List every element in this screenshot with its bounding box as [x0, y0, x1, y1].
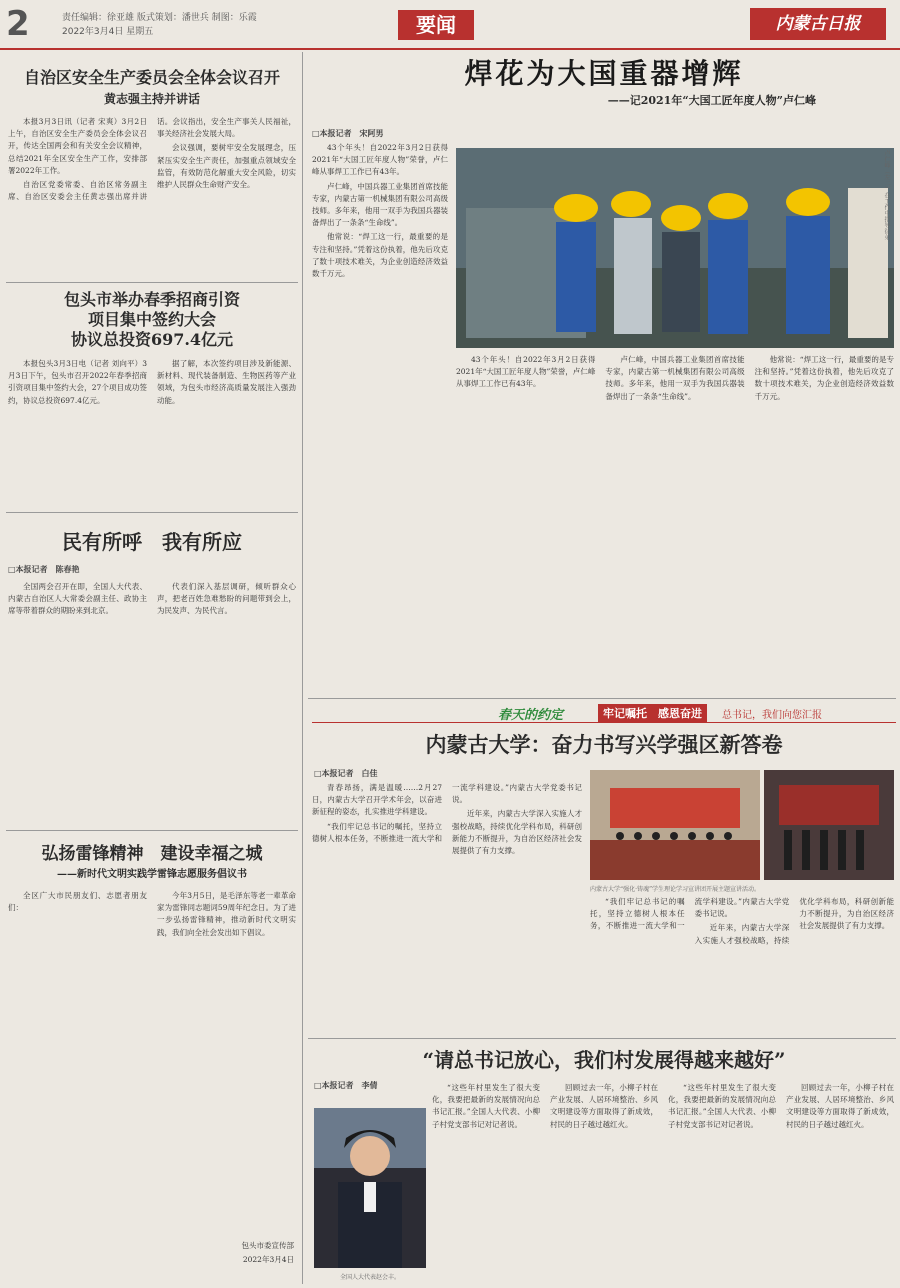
rule — [6, 282, 298, 283]
headline: 包头市举办春季招商引资 — [63, 290, 240, 309]
subheadline: ——新时代文明实践学雷锋志愿服务倡议书 — [57, 869, 247, 880]
rule — [308, 1038, 896, 1039]
byline: □本报记者 宋阿男 — [312, 129, 384, 138]
article-body: 全国两会召开在即，全国人大代表、内蒙古自治区人大常委会副主任、政协主席等带着群众的期盼来到北京。 代表们深入基层调研，倾听群众心声，把老百姓急难愁盼的问题带到会上，为民发声、为民代言。 — [8, 582, 296, 616]
byline: □本报记者 李倩 — [314, 1081, 378, 1090]
banner-slogan: 牢记嘱托 感恩奋进 — [598, 704, 707, 722]
series-banner — [312, 704, 896, 723]
banner-title: 春天的约定 — [498, 708, 564, 723]
article-body: 全区广大市民朋友们、志愿者朋友们： 今年3月5日，是毛泽东等老一辈革命家为雷锋同志题词59周年纪念日。为了进一步弘扬雷锋精神，推动新时代文明实践，我们向全社会发出如下倡议。 — [8, 891, 296, 937]
headline: 民有所呼 我有所应 — [62, 530, 242, 554]
banner-tagline: 总书记，我们向您汇报 — [722, 710, 822, 721]
article-leifeng-proposal — [8, 842, 296, 1264]
photo-caption: 内蒙古大学“强化·铸魂”学生理论学习宣讲团开展主题宣讲活动。 — [590, 886, 761, 893]
headline: 内蒙古大学：奋力书写兴学强区新答卷 — [425, 732, 783, 757]
article-body-right: “我们牢记总书记的嘱托，坚持立德树人根本任务，不断推进一流大学和一流学科建设。”内蒙古大学党委书记说。 近年来，内蒙古大学深入实施人才强校战略，持续优化学科布局，科研创新能力不断提升，为自治区经济社会发展提供了有力支撑。 — [590, 897, 894, 945]
article-body: 本报包头3月3日电（记者 刘向平）3月3日下午，包头市召开2022年春季招商引资项目集中签约大会，27个项目成功签约，协议总投资697.4亿元。 据了解，本次签约项目涉及新能源、新材料、现代装备制造、生物医药等产业领域，为包头市经济高质量发展注入强劲动能。 — [8, 359, 296, 405]
headline: 焊花为大国重器增辉 — [464, 57, 744, 90]
photo-caption: 全国人大代表赵会丰。 — [339, 1274, 400, 1281]
section-title: 要闻 — [398, 10, 474, 40]
date-line: 2022年3月4日 星期五 — [62, 27, 154, 37]
page-number: 2 — [6, 4, 30, 44]
deputy-photo — [314, 1108, 426, 1268]
article-body-cols: 43个年头！自2022年3月2日获得2021年“大国工匠年度人物”荣誉，卢仁峰从事焊工工作已有43年。 卢仁峰，中国兵器工业集团首席技能专家，内蒙古第一机械集团有限公司高级技师。多年来，他用一双手为我国兵器装备焊出了一条条“生命线”。 他常说：“焊工这一行，最重要的是专注和坚持。”凭着这份执着，他先后攻克了数十项技术难关，为企业创造经济效益数千万元。 — [456, 355, 894, 401]
article-people-call — [8, 522, 296, 831]
subheadline: ——记2021年“大国工匠年度人物”卢仁峰 — [607, 94, 816, 107]
article-welder — [312, 56, 896, 110]
article-safety-meeting — [8, 66, 296, 276]
page-header — [0, 0, 900, 50]
column-divider — [302, 52, 303, 1284]
article-village — [312, 1046, 896, 1074]
article-body-col1: 43个年头！自2022年3月2日获得2021年“大国工匠年度人物”荣誉，卢仁峰从事焊工工作已有43年。 卢仁峰，中国兵器工业集团首席技能专家，内蒙古第一机械集团有限公司高级技师。多年来，他用一双手为我国兵器装备焊出了一条条“生命线”。 他常说：“焊工这一行，最重要的是专注和坚持。”凭着这份执着，他先后攻克了数十项技术难关，为企业创造经济效益数千万元。 — [312, 143, 448, 279]
article-baotou-investment — [8, 290, 296, 498]
article-body-left: 青春昂扬，满是温暖……2月27日，内蒙古大学召开学术年会，以奋进新征程的姿态，扎实推进学科建设。 “我们牢记总书记的嘱托，坚持立德树人根本任务，不断推进一流大学和一流学科建设。”内蒙古大学党委书记说。 近年来，内蒙古大学深入实施人才强校战略，持续优化学科布局，科研创新能力不断提升，为自治区经济社会发展提供了有力支撑。 — [312, 783, 582, 856]
rule — [6, 512, 298, 513]
newspaper-logo: 内蒙古日报 — [750, 8, 886, 40]
subheadline: 黄志强主持并讲话 — [103, 92, 200, 106]
byline: □本报记者 白佳 — [314, 769, 378, 778]
photo-caption: 卢仁峰（左二）在工作中指导徒弟。 — [883, 150, 890, 246]
headline-line3: 协议总投资697.4亿元 — [70, 330, 234, 349]
byline: □本报记者 陈春艳 — [8, 565, 80, 574]
headline: 自治区安全生产委员会全体会议召开 — [23, 68, 280, 87]
editor-line: 责任编辑：徐亚雄 版式策划：潘世兵 制图：乐霞 — [62, 13, 257, 23]
article-body: 本报3月3日讯（记者 宋爽）3月2日上午，自治区安全生产委员会全体会议召开，传达全国两会和有关安全会议精神，总结2021年全区安全生产工作，安排部署2022年工作。 自治区党委常委、自治区常务副主席、自治区安委会主任黄志强出席并讲话。会议指出，安全生产事关人民福祉，事关经济社会发展大局。 会议强调，要树牢安全发展理念，压紧压实安全生产责任，加强重点领域安全监管，有效防范化解重大安全风险，切实维护人民群众生命财产安全。 — [8, 117, 296, 202]
article-body: “这些年村里发生了很大变化，我要把最新的发展情况向总书记汇报。”全国人大代表、小柳子村党支部书记对记者说。 回顾过去一年，小柳子村在产业发展、人居环境整治、乡风文明建设等方面取得了新成效，村民的日子越过越红火。 “这些年村里发生了很大变化，我要把最新的发展情况向总书记汇报。”全国人大代表、小柳子村党支部书记对记者说。 回顾过去一年，小柳子村在产业发展、人居环境整治、乡风文明建设等方面取得了新成效，村民的日子越过越红火。 — [432, 1083, 894, 1129]
lecture-photo — [764, 770, 894, 880]
headline: 弘扬雷锋精神 建设幸福之城 — [41, 844, 263, 864]
university-photo — [590, 770, 760, 880]
headline-line2: 项目集中签约大会 — [87, 310, 216, 329]
welder-photo — [456, 148, 894, 348]
rule — [308, 698, 896, 699]
signature: 包头市委宣传部 — [241, 1241, 294, 1250]
article-imu — [312, 730, 896, 760]
headline: “请总书记放心，我们村发展得越来越好” — [422, 1048, 786, 1072]
sign-date: 2022年3月4日 — [242, 1255, 294, 1264]
